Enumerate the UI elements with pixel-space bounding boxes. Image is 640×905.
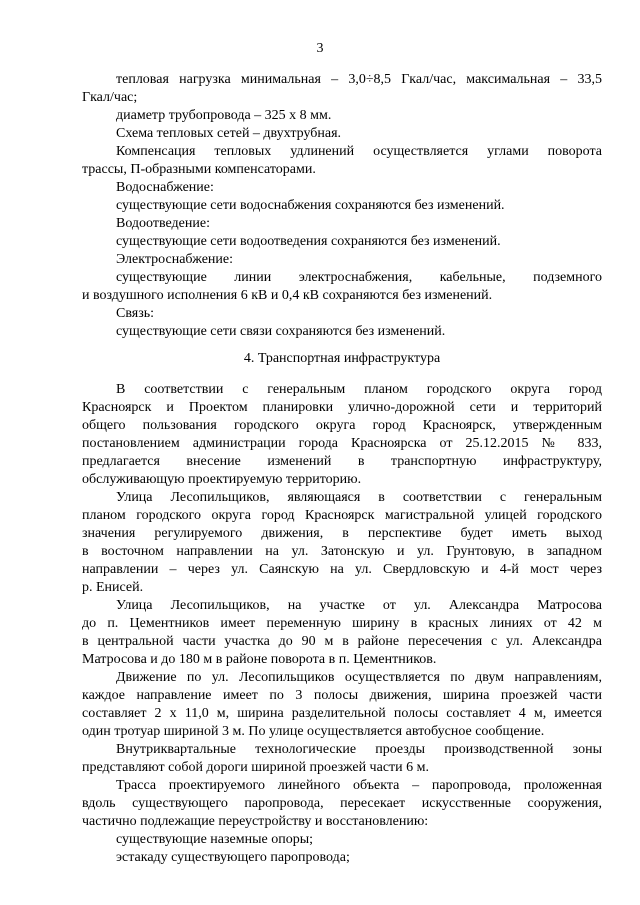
text-line: Водоснабжение: [116, 180, 214, 195]
text-line: значения регулируемого движения, в перспективе будет иметь выход [82, 526, 602, 541]
text-line: Движение по ул. Лесопильщиков осуществляется по двум направлениям, [116, 670, 602, 685]
text-line: Матросова и до 180 м в районе поворота в п. Цементников. [82, 652, 437, 667]
section-heading: 4. Транспортная инфраструктура [243, 351, 441, 366]
text-line: Электроснабжение: [116, 252, 233, 267]
text-line: трассы, П-образными компенсаторами. [82, 162, 316, 177]
text-line: Гкал/час; [82, 90, 138, 105]
text-line: Внутриквартальные технологические проезды производственной зоны [116, 742, 602, 757]
text-line: представляют собой дороги шириной проезжей части 6 м. [82, 760, 429, 775]
text-line: Трасса проектируемого линейного объекта – паропровода, проложенная [116, 778, 602, 793]
text-line: р. Енисей. [82, 580, 144, 595]
text-line: и воздушного исполнения 6 кВ и 0,4 кВ сохраняются без изменений. [82, 288, 493, 303]
text-line: эстакаду существующего паропровода; [116, 850, 350, 865]
text-line: Водоотведение: [116, 216, 210, 231]
text-line: Схема тепловых сетей – двухтрубная. [116, 126, 342, 141]
text-line: Красноярск и Проектом планировки улично-дорожной сети и территорий [82, 400, 602, 415]
text-line: общего пользования городского округа город Красноярск, утвержденным [82, 418, 602, 433]
text-line: предлагается внесение изменений в транспортную инфраструктуру, [82, 454, 602, 469]
page-number: 3 [316, 41, 324, 56]
text-line: до п. Цементников имеет переменную ширину в красных линиях от 42 м [82, 616, 602, 631]
text-line: каждое направление имеет по 3 полосы движения, ширина проезжей части [82, 688, 602, 703]
text-line: планом городского округа город Красноярск магистральной улицей городского [82, 508, 602, 523]
text-line: тепловая нагрузка минимальная – 3,0÷8,5 Гкал/час, максимальная – 33,5 [116, 72, 602, 87]
text-line: один тротуар шириной 3 м. По улице осуществляется автобусное сообщение. [82, 724, 545, 739]
text-line: В соответствии с генеральным планом городского округа город [116, 382, 602, 397]
text-line: постановлением администрации города Красноярска от 25.12.2015 № 833, [82, 436, 602, 451]
text-line: в центральной части участка до 90 м в районе пересечения с ул. Александра [82, 634, 602, 649]
text-line: существующие наземные опоры; [116, 832, 313, 847]
text-line: Связь: [116, 306, 155, 321]
text-line: существующие сети связи сохраняются без изменений. [116, 324, 446, 339]
text-line: Улица Лесопильщиков, являющаяся в соответствии с генеральным [116, 490, 602, 505]
text-line: частично подлежащие переустройству и восстановлению: [82, 814, 429, 829]
text-line: существующие линии электроснабжения, кабельные, подземного [116, 270, 602, 285]
text-line: Улица Лесопильщиков, на участке от ул. Александра Матросова [116, 598, 602, 613]
text-line: в восточном направлении на ул. Затонскую и ул. Грунтовую, в западном [82, 544, 602, 559]
text-line: направлении – через ул. Саянскую на ул. Свердловскую и 4-й мост через [82, 562, 602, 577]
text-line: существующие сети водоотведения сохраняются без изменений. [116, 234, 501, 249]
text-line: Компенсация тепловых удлинений осуществляется углами поворота [116, 144, 602, 159]
text-line: составляет 2 х 11,0 м, ширина разделительной полосы составляет 4 м, имеется [82, 706, 602, 721]
text-line: диаметр трубопровода – 325 х 8 мм. [116, 108, 332, 123]
text-line: существующие сети водоснабжения сохраняются без изменений. [116, 198, 505, 213]
text-line: вдоль существующего паропровода, пересекает искусственные сооружения, [82, 796, 602, 811]
text-line: обслуживающую проектируемую территорию. [82, 472, 362, 487]
